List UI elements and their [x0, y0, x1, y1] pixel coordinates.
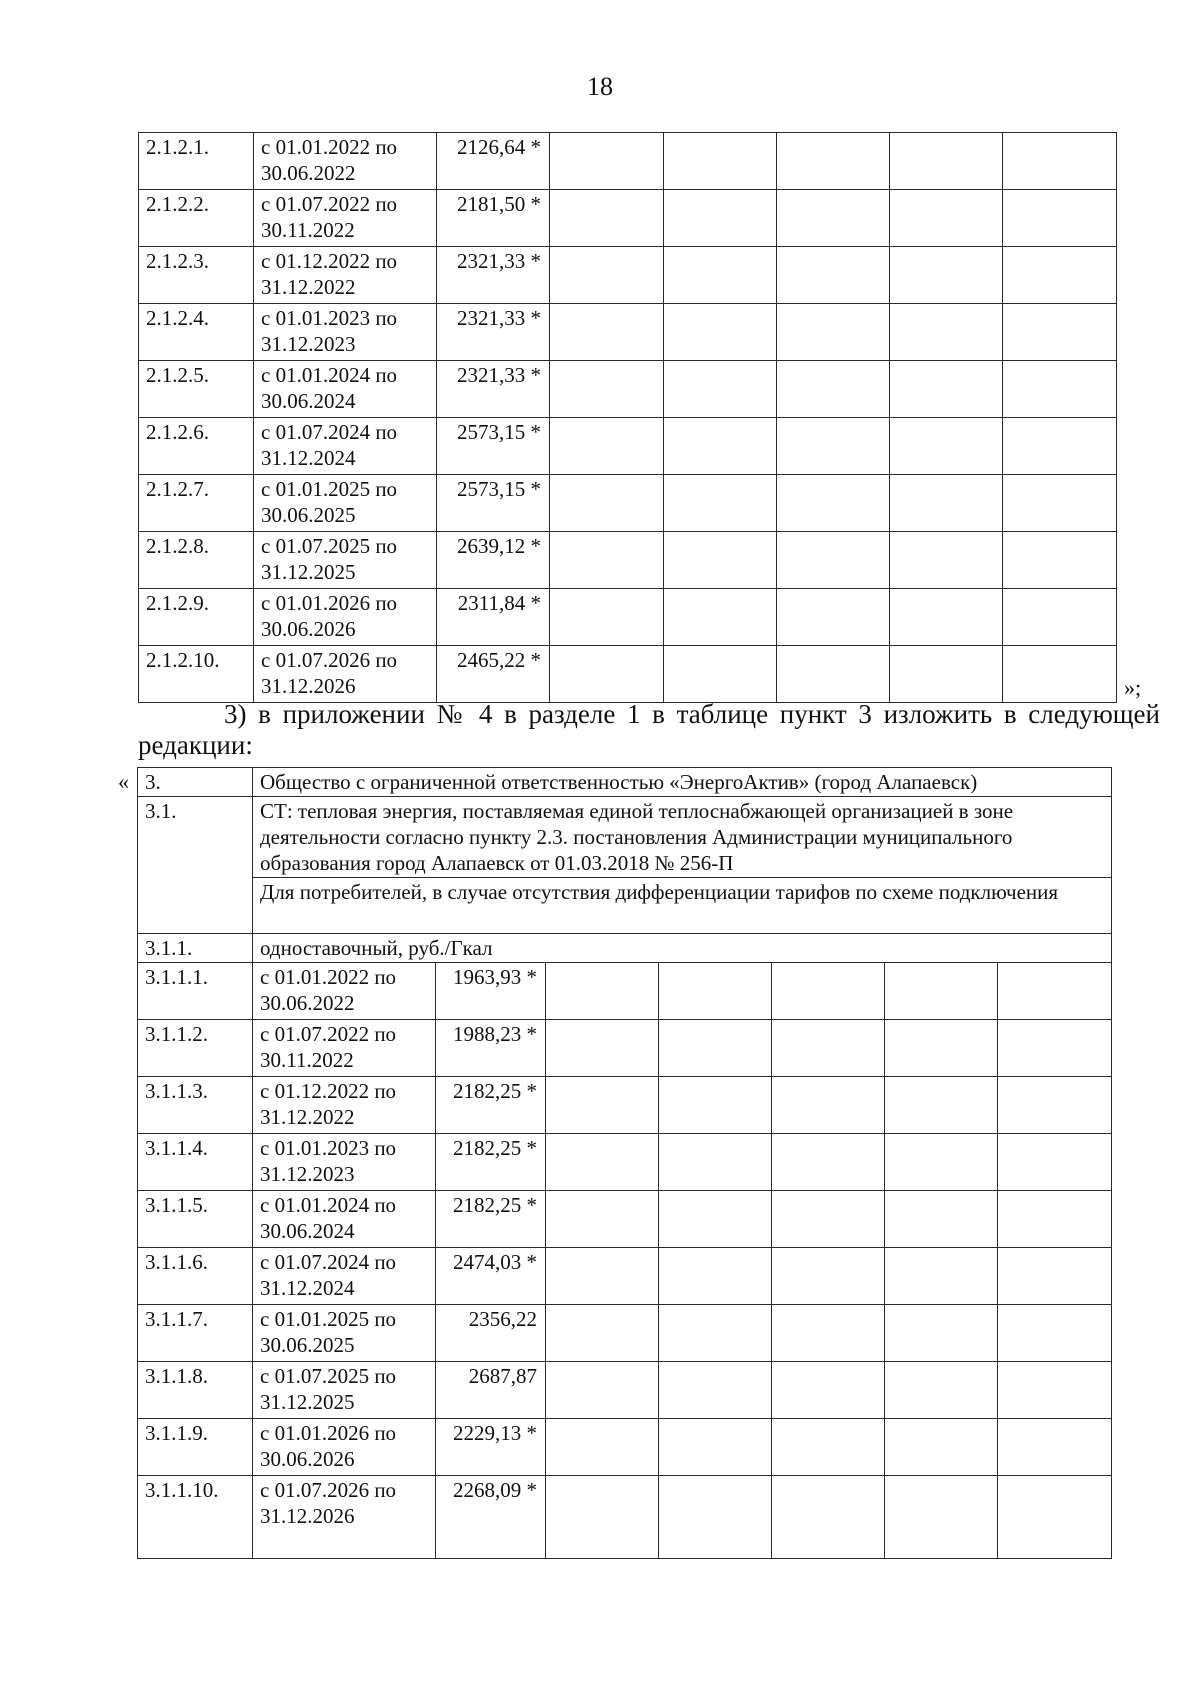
empty-cell: [772, 1362, 885, 1419]
period-from: с 01.01.2022 по: [261, 135, 398, 159]
empty-cell: [998, 1077, 1112, 1134]
period-from: с 01.12.2022 по: [260, 1079, 397, 1103]
empty-cell: [550, 361, 664, 418]
empty-cell: [1003, 418, 1117, 475]
table-row: [139, 589, 1117, 646]
empty-cell: [772, 1419, 885, 1476]
tariff-value: 2465,22 *: [437, 646, 550, 703]
empty-cell: [772, 1077, 885, 1134]
empty-cell: [772, 1248, 885, 1305]
empty-cell: [890, 190, 1003, 247]
period-cell: [254, 361, 437, 418]
row-code: 3.1.1.1.: [138, 963, 253, 1020]
tariff-value: 2573,15 *: [437, 475, 550, 532]
period-from: с 01.07.2026 по: [260, 1478, 397, 1502]
period-to: 31.12.2024: [261, 446, 356, 470]
empty-cell: [1003, 532, 1117, 589]
period-from: с 01.07.2022 по: [261, 192, 398, 216]
empty-cell: [890, 418, 1003, 475]
empty-cell: [550, 418, 664, 475]
empty-cell: [777, 133, 890, 190]
period-cell: [254, 589, 437, 646]
period-cell: [253, 1191, 436, 1248]
empty-cell: [659, 1476, 772, 1559]
empty-cell: [546, 1248, 659, 1305]
period-from: с 01.07.2024 по: [260, 1250, 397, 1274]
period-cell: [254, 475, 437, 532]
period-to: 30.06.2025: [261, 503, 356, 527]
period-to: 30.11.2022: [260, 1048, 354, 1072]
empty-cell: [890, 361, 1003, 418]
empty-cell: [550, 589, 664, 646]
row-code: 3.1.1.2.: [138, 1020, 253, 1077]
period-from: с 01.01.2024 по: [260, 1193, 397, 1217]
period-to: 30.06.2022: [260, 991, 355, 1015]
table-row: [139, 190, 1117, 247]
empty-cell: [659, 1362, 772, 1419]
period-cell: [253, 1362, 436, 1419]
section-text: СТ: тепловая энергия, поставляемая единой теплоснабжающей организацией в зоне деятельности согласно пункту 2.3. постановления Администрации муниципального образования город Алапаевск от 01.03.2018 № 256-П: [253, 797, 1112, 878]
row-code: 2.1.2.8.: [139, 532, 254, 589]
tariff-value: 2321,33 *: [437, 304, 550, 361]
table-row: [139, 133, 1117, 190]
empty-cell: [890, 532, 1003, 589]
amendment-paragraph: [138, 699, 1160, 761]
period-from: с 01.01.2025 по: [261, 477, 398, 501]
tariff-value: 1963,93 *: [436, 963, 546, 1020]
empty-cell: [546, 1362, 659, 1419]
empty-cell: [550, 304, 664, 361]
empty-cell: [772, 963, 885, 1020]
empty-cell: [664, 646, 777, 703]
empty-cell: [546, 1020, 659, 1077]
empty-cell: [777, 361, 890, 418]
period-from: с 01.12.2022 по: [261, 249, 398, 273]
period-to: 31.12.2023: [261, 332, 356, 356]
empty-cell: [998, 1191, 1112, 1248]
period-cell: [253, 1077, 436, 1134]
empty-cell: [777, 190, 890, 247]
paragraph-line-1: 3) в приложении № 4 в разделе 1 в таблице пункт 3 изложить в следующей: [224, 699, 1160, 729]
empty-cell: [664, 418, 777, 475]
page-number: 18: [587, 72, 613, 101]
empty-cell: [772, 1020, 885, 1077]
org-row: [138, 768, 1112, 797]
section-row: [138, 797, 1112, 878]
tariff-table-3: [137, 767, 1112, 1559]
empty-cell: [550, 133, 664, 190]
empty-cell: [890, 589, 1003, 646]
period-from: с 01.01.2024 по: [261, 363, 398, 387]
period-from: с 01.01.2022 по: [260, 965, 397, 989]
period-to: 31.12.2026: [260, 1504, 355, 1528]
empty-cell: [998, 1476, 1112, 1559]
tariff-value: 2474,03 *: [436, 1248, 546, 1305]
table-row: [138, 1419, 1112, 1476]
period-from: с 01.07.2022 по: [260, 1022, 397, 1046]
tariff-value: 2573,15 *: [437, 418, 550, 475]
empty-cell: [885, 1476, 998, 1559]
table-row: [139, 646, 1117, 703]
empty-cell: [890, 475, 1003, 532]
tariff-value: 2181,50 *: [437, 190, 550, 247]
period-to: 31.12.2025: [261, 560, 356, 584]
row-code: 3.1.1.8.: [138, 1362, 253, 1419]
row-code: 2.1.2.7.: [139, 475, 254, 532]
empty-cell: [1003, 475, 1117, 532]
period-cell: [253, 1020, 436, 1077]
period-to: 30.06.2026: [261, 617, 356, 641]
table-row: [138, 1362, 1112, 1419]
section-code: 3.1.: [138, 797, 253, 934]
empty-cell: [885, 1077, 998, 1134]
period-cell: [253, 1134, 436, 1191]
tariff-value: 2126,64 *: [437, 133, 550, 190]
empty-cell: [890, 247, 1003, 304]
empty-cell: [659, 963, 772, 1020]
table-row: [138, 963, 1112, 1020]
period-cell: [254, 418, 437, 475]
period-to: 31.12.2026: [261, 674, 356, 698]
period-to: 30.11.2022: [261, 218, 355, 242]
empty-cell: [546, 1134, 659, 1191]
empty-cell: [998, 1134, 1112, 1191]
empty-cell: [664, 589, 777, 646]
empty-cell: [777, 418, 890, 475]
rate-code: 3.1.1.: [138, 934, 253, 963]
tariff-value: 2229,13 *: [436, 1419, 546, 1476]
period-from: с 01.01.2023 по: [261, 306, 398, 330]
period-from: с 01.07.2026 по: [261, 648, 398, 672]
empty-cell: [546, 1305, 659, 1362]
period-to: 31.12.2022: [261, 275, 356, 299]
period-cell: [254, 532, 437, 589]
row-code: 2.1.2.1.: [139, 133, 254, 190]
period-from: с 01.01.2026 по: [260, 1421, 397, 1445]
rate-text: одноставочный, руб./Гкал: [253, 934, 1112, 963]
empty-cell: [550, 247, 664, 304]
period-from: с 01.07.2024 по: [261, 420, 398, 444]
opening-quote: «: [118, 769, 129, 794]
empty-cell: [777, 247, 890, 304]
row-code: 2.1.2.5.: [139, 361, 254, 418]
row-code: 3.1.1.4.: [138, 1134, 253, 1191]
empty-cell: [1003, 133, 1117, 190]
table-row: [139, 247, 1117, 304]
empty-cell: [885, 1191, 998, 1248]
table-row: [139, 532, 1117, 589]
table-row: [138, 1305, 1112, 1362]
empty-cell: [885, 1134, 998, 1191]
row-code: 3.1.1.6.: [138, 1248, 253, 1305]
rate-row: [138, 934, 1112, 963]
empty-cell: [546, 963, 659, 1020]
row-code: 2.1.2.6.: [139, 418, 254, 475]
empty-cell: [772, 1476, 885, 1559]
empty-cell: [659, 1305, 772, 1362]
row-code: 3.1.1.3.: [138, 1077, 253, 1134]
table-row: [139, 475, 1117, 532]
empty-cell: [885, 963, 998, 1020]
empty-cell: [546, 1077, 659, 1134]
org-name: Общество с ограниченной ответственностью «ЭнергоАктив» (город Алапаевск): [253, 768, 1112, 797]
empty-cell: [1003, 247, 1117, 304]
empty-cell: [659, 1191, 772, 1248]
empty-cell: [664, 475, 777, 532]
row-code: 3.1.1.9.: [138, 1419, 253, 1476]
empty-cell: [659, 1248, 772, 1305]
empty-cell: [885, 1305, 998, 1362]
empty-cell: [777, 589, 890, 646]
period-to: 31.12.2024: [260, 1276, 355, 1300]
table-row: [138, 1077, 1112, 1134]
period-cell: [253, 1419, 436, 1476]
table-row: [138, 1476, 1112, 1559]
empty-cell: [890, 133, 1003, 190]
period-to: 30.06.2024: [260, 1219, 355, 1243]
period-cell: [254, 646, 437, 703]
period-to: 30.06.2025: [260, 1333, 355, 1357]
paragraph-line-2: редакции:: [138, 730, 253, 760]
empty-cell: [550, 646, 664, 703]
table-row: [138, 1134, 1112, 1191]
empty-cell: [885, 1362, 998, 1419]
tariff-value: 2182,25 *: [436, 1191, 546, 1248]
row-code: 2.1.2.9.: [139, 589, 254, 646]
empty-cell: [885, 1020, 998, 1077]
consumers-text: Для потребителей, в случае отсутствия дифференциации тарифов по схеме подключения: [253, 878, 1112, 934]
empty-cell: [546, 1476, 659, 1559]
empty-cell: [1003, 589, 1117, 646]
tariff-value: 2639,12 *: [437, 532, 550, 589]
empty-cell: [998, 1362, 1112, 1419]
period-from: с 01.01.2026 по: [261, 591, 398, 615]
empty-cell: [890, 304, 1003, 361]
period-cell: [253, 1248, 436, 1305]
tariff-value: 2182,25 *: [436, 1134, 546, 1191]
period-to: 31.12.2022: [260, 1105, 355, 1129]
row-code: 3.1.1.7.: [138, 1305, 253, 1362]
period-cell: [253, 963, 436, 1020]
empty-cell: [664, 190, 777, 247]
table-row: [138, 1191, 1112, 1248]
empty-cell: [777, 304, 890, 361]
table-row: [139, 418, 1117, 475]
period-to: 30.06.2024: [261, 389, 356, 413]
empty-cell: [664, 133, 777, 190]
row-code: 3.1.1.5.: [138, 1191, 253, 1248]
row-code: 2.1.2.4.: [139, 304, 254, 361]
empty-cell: [546, 1191, 659, 1248]
empty-cell: [664, 304, 777, 361]
empty-cell: [772, 1134, 885, 1191]
empty-cell: [664, 532, 777, 589]
period-to: 30.06.2026: [260, 1447, 355, 1471]
empty-cell: [998, 1419, 1112, 1476]
empty-cell: [777, 532, 890, 589]
empty-cell: [659, 1020, 772, 1077]
empty-cell: [664, 361, 777, 418]
period-cell: [254, 133, 437, 190]
period-from: с 01.01.2025 по: [260, 1307, 397, 1331]
tariff-value: 2687,87: [436, 1362, 546, 1419]
consumers-row: [138, 878, 1112, 934]
period-to: 31.12.2025: [260, 1390, 355, 1414]
table-row: [139, 361, 1117, 418]
period-to: 31.12.2023: [260, 1162, 355, 1186]
empty-cell: [659, 1419, 772, 1476]
tariff-table-2-1-2: [138, 132, 1117, 703]
period-from: с 01.07.2025 по: [260, 1364, 397, 1388]
empty-cell: [659, 1077, 772, 1134]
empty-cell: [772, 1305, 885, 1362]
tariff-value: 2321,33 *: [437, 361, 550, 418]
empty-cell: [1003, 646, 1117, 703]
period-cell: [254, 304, 437, 361]
table-row: [138, 1020, 1112, 1077]
period-to: 30.06.2022: [261, 161, 356, 185]
table-row: [139, 304, 1117, 361]
empty-cell: [659, 1134, 772, 1191]
tariff-value: 2321,33 *: [437, 247, 550, 304]
table-row: [138, 1248, 1112, 1305]
empty-cell: [998, 1020, 1112, 1077]
empty-cell: [885, 1419, 998, 1476]
empty-cell: [550, 190, 664, 247]
empty-cell: [550, 475, 664, 532]
empty-cell: [890, 646, 1003, 703]
empty-cell: [1003, 190, 1117, 247]
empty-cell: [777, 475, 890, 532]
row-code: 3.1.1.10.: [138, 1476, 253, 1559]
empty-cell: [998, 963, 1112, 1020]
empty-cell: [998, 1305, 1112, 1362]
org-code: 3.: [138, 768, 253, 797]
tariff-value: 2182,25 *: [436, 1077, 546, 1134]
tariff-value: 2311,84 *: [437, 589, 550, 646]
empty-cell: [998, 1248, 1112, 1305]
empty-cell: [772, 1191, 885, 1248]
period-cell: [254, 190, 437, 247]
period-cell: [253, 1305, 436, 1362]
empty-cell: [550, 532, 664, 589]
empty-cell: [546, 1419, 659, 1476]
period-from: с 01.01.2023 по: [260, 1136, 397, 1160]
closing-quote: »;: [1124, 675, 1142, 700]
period-cell: [254, 247, 437, 304]
empty-cell: [777, 646, 890, 703]
period-cell: [253, 1476, 436, 1559]
empty-cell: [1003, 304, 1117, 361]
tariff-value: 2356,22: [436, 1305, 546, 1362]
empty-cell: [664, 247, 777, 304]
row-code: 2.1.2.10.: [139, 646, 254, 703]
row-code: 2.1.2.2.: [139, 190, 254, 247]
tariff-value: 1988,23 *: [436, 1020, 546, 1077]
period-from: с 01.07.2025 по: [261, 534, 398, 558]
tariff-value: 2268,09 *: [436, 1476, 546, 1559]
empty-cell: [885, 1248, 998, 1305]
empty-cell: [1003, 361, 1117, 418]
row-code: 2.1.2.3.: [139, 247, 254, 304]
